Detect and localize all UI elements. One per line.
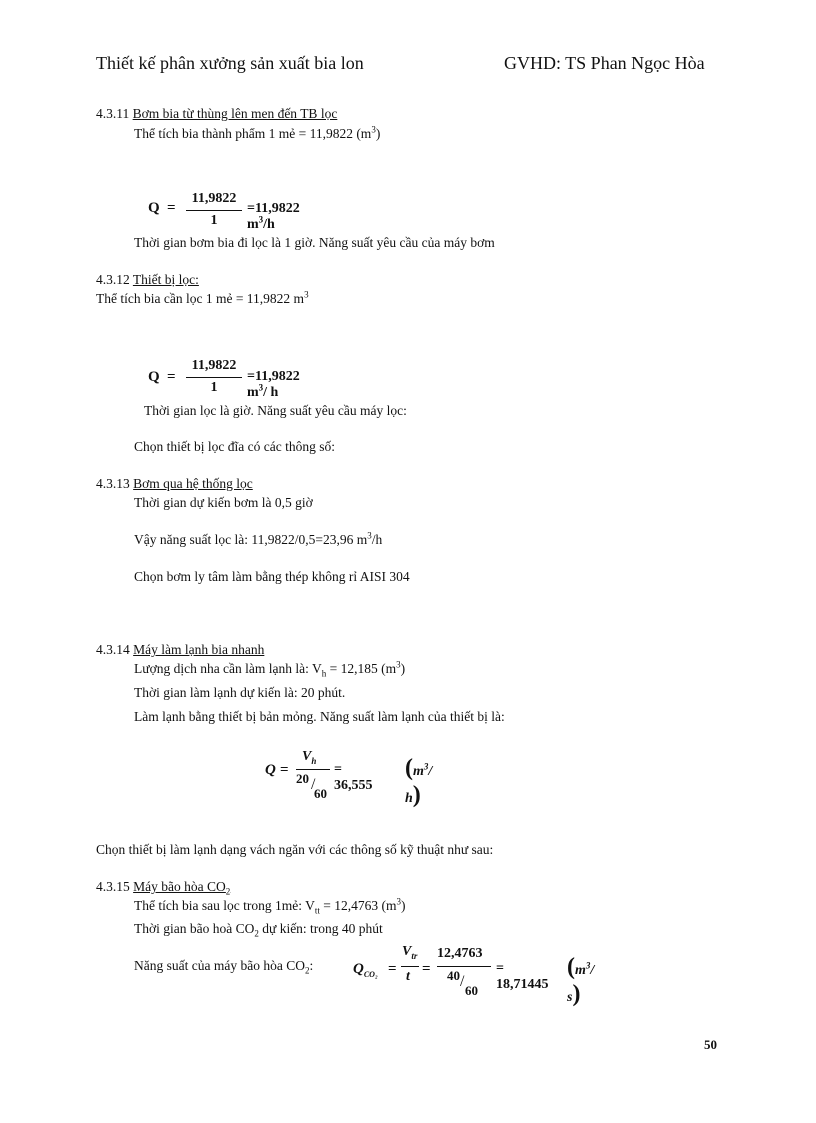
- section-4312-time: Thời gian lọc là giờ. Năng suất yêu cầu máy lọc:: [144, 403, 407, 418]
- section-4312-choice: Chọn thiết bị lọc đĩa có các thông số:: [134, 439, 335, 454]
- page-number: 50: [704, 1037, 717, 1052]
- section-title: Máy làm lạnh bia nhanh: [133, 642, 265, 657]
- section-4311-time: Thời gian bơm bia đi lọc là 1 giờ. Năng suất yêu cầu của máy bơm: [134, 235, 495, 250]
- section-4315-heading: [96, 879, 230, 895]
- section-4314-time: Thời gian làm lạnh dự kiến là: 20 phút.: [134, 685, 346, 700]
- section-4313-choice: Chọn bơm ly tâm làm bằng thép không rỉ AISI 304: [134, 569, 410, 584]
- section-4314-volume: Lượng dịch nha cần làm lạnh là: $V_h = 12,185$ $(m^3)$: [134, 659, 406, 679]
- section-4312-volume: Thể tích bia cần lọc 1 mẻ = 11,9822 $m^3$: [96, 289, 309, 306]
- section-number: 4.3.14: [96, 642, 130, 657]
- section-number: 4.3.11: [96, 106, 130, 121]
- section-4311-volume: Thể tích bia thành phẩm 1 mẻ = 11,9822 $(m^3)$: [134, 124, 381, 141]
- section-4314-method: Làm lạnh bằng thiết bị bản mỏng. Năng suất làm lạnh của thiết bị là:: [134, 709, 505, 724]
- section-title: Máy bão hòa $CO_2$: [133, 879, 231, 897]
- section-4314-after: Chọn thiết bị làm lạnh dạng vách ngăn với các thông số kỹ thuật như sau:: [96, 842, 494, 857]
- section-number: 4.3.12: [96, 272, 130, 287]
- section-4315-time: Thời gian bão hoà $CO_2$ dự kiến: trong 40 phút: [134, 921, 383, 939]
- section-title: Bơm qua hệ thống lọc: [133, 476, 253, 491]
- section-4314-heading: [96, 642, 264, 658]
- section-4313-time: Thời gian dự kiến bơm là 0,5 giờ: [134, 495, 313, 510]
- header-title: Thiết kế phân xưởng sản xuất bia lon: [96, 53, 364, 73]
- section-4315-volume: Thể tích bia sau lọc trong 1mẻ: $V_{tt} = 12,4763$ $(m^3)$: [134, 896, 406, 916]
- section-4311-heading: [96, 106, 337, 122]
- section-number: 4.3.15: [96, 879, 130, 894]
- header-advisor: GVHD: TS Phan Ngọc Hòa: [504, 53, 705, 73]
- section-title: Thiết bị lọc:: [132, 272, 199, 287]
- section-4312-heading: [96, 272, 199, 288]
- section-title: Bơm bia từ thùng lên men đến TB lọc: [132, 106, 338, 121]
- section-4313-capacity: Vậy năng suất lọc là: 11,9822/0,5=23,96 $m^3/h$: [134, 530, 383, 547]
- section-4315-capacity: Năng suất của máy bão hòa $CO_2$:: [134, 958, 314, 976]
- section-number: 4.3.13: [96, 476, 130, 491]
- section-4313-heading: [96, 476, 253, 492]
